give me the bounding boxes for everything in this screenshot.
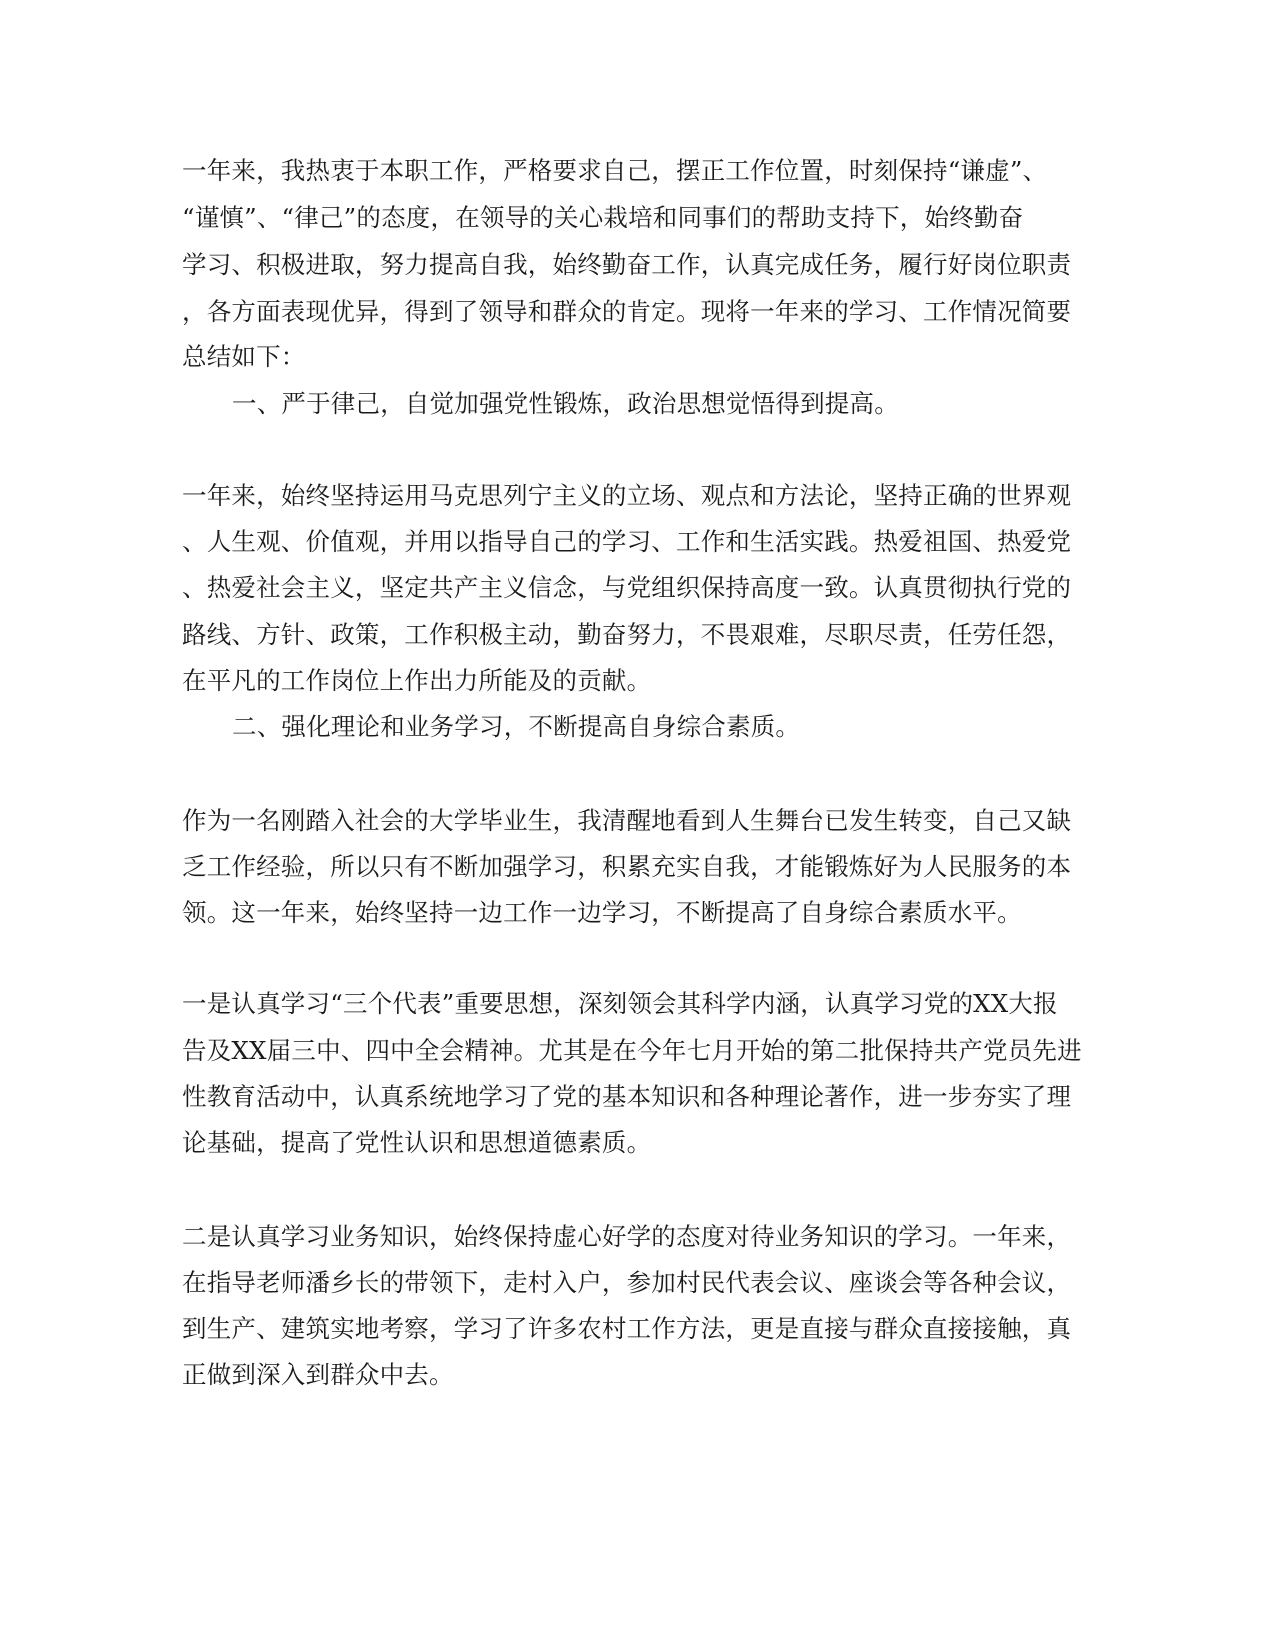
text-line: 、人生观、价值观，并用以指导自己的学习、工作和生活实践。热爱祖国、热爱党 [182, 527, 1072, 556]
text-line: 总结如下： [182, 342, 306, 371]
text-line: 领。这一年来，始终坚持一边工作一边学习，不断提高了自身综合素质水平。 [182, 898, 1022, 927]
text-line: 一年来，始终坚持运用马克思列宁主义的立场、观点和方法论，坚持正确的世界观 [182, 481, 1072, 510]
text-line: 到生产、建筑实地考察，学习了许多农村工作方法，更是直接与群众直接接触，真 [182, 1314, 1072, 1343]
text-line: 乏工作经验，所以只有不断加强学习，积累充实自我，才能锻炼好为人民服务的本 [182, 852, 1072, 881]
text-line: 路线、方针、政策，工作积极主动，勤奋努力，不畏艰难，尽职尽责，任劳任怨， [182, 620, 1072, 649]
text-line: 一是认真学习“三个代表”重要思想，深刻领会其科学内涵，认真学习党的XX大报 [182, 989, 1058, 1018]
text-line: ，各方面表现优异，得到了领导和群众的肯定。现将一年来的学习、工作情况简要 [182, 297, 1072, 326]
section-heading: 一、严于律己，自觉加强党性锻炼，政治思想觉悟得到提高。 [232, 389, 899, 418]
text-line: 作为一名刚踏入社会的大学毕业生，我清醒地看到人生舞台已发生转变，自己又缺 [182, 806, 1072, 835]
text-line: 论基础，提高了党性认识和思想道德素质。 [182, 1128, 652, 1157]
text-line: 、热爱社会主义，坚定共产主义信念，与党组织保持高度一致。认真贯彻执行党的 [182, 573, 1072, 602]
text-line: 一年来，我热衷于本职工作，严格要求自己，摆正工作位置，时刻保持“谦虚”、 [182, 156, 1048, 185]
text-line: 二是认真学习业务知识，始终保持虚心好学的态度对待业务知识的学习。一年来， [182, 1222, 1072, 1251]
text-line: 在指导老师潘乡长的带领下，走村入户，参加村民代表会议、座谈会等各种会议， [182, 1268, 1072, 1297]
text-line: “谨慎”、“律己”的态度，在领导的关心栽培和同事们的帮助支持下，始终勤奋 [182, 203, 1024, 232]
text-line: 正做到深入到群众中去。 [182, 1360, 454, 1389]
text-line: 学习、积极进取，努力提高自我，始终勤奋工作，认真完成任务，履行好岗位职责 [182, 250, 1072, 279]
text-line: 告及XX届三中、四中全会精神。尤其是在今年七月开始的第二批保持共产党员先进 [182, 1036, 1082, 1065]
section-heading: 二、强化理论和业务学习，不断提高自身综合素质。 [232, 712, 801, 741]
text-line: 性教育活动中，认真系统地学习了党的基本知识和各种理论著作，进一步夯实了理 [182, 1082, 1072, 1111]
text-line: 在平凡的工作岗位上作出力所能及的贡献。 [182, 666, 652, 695]
